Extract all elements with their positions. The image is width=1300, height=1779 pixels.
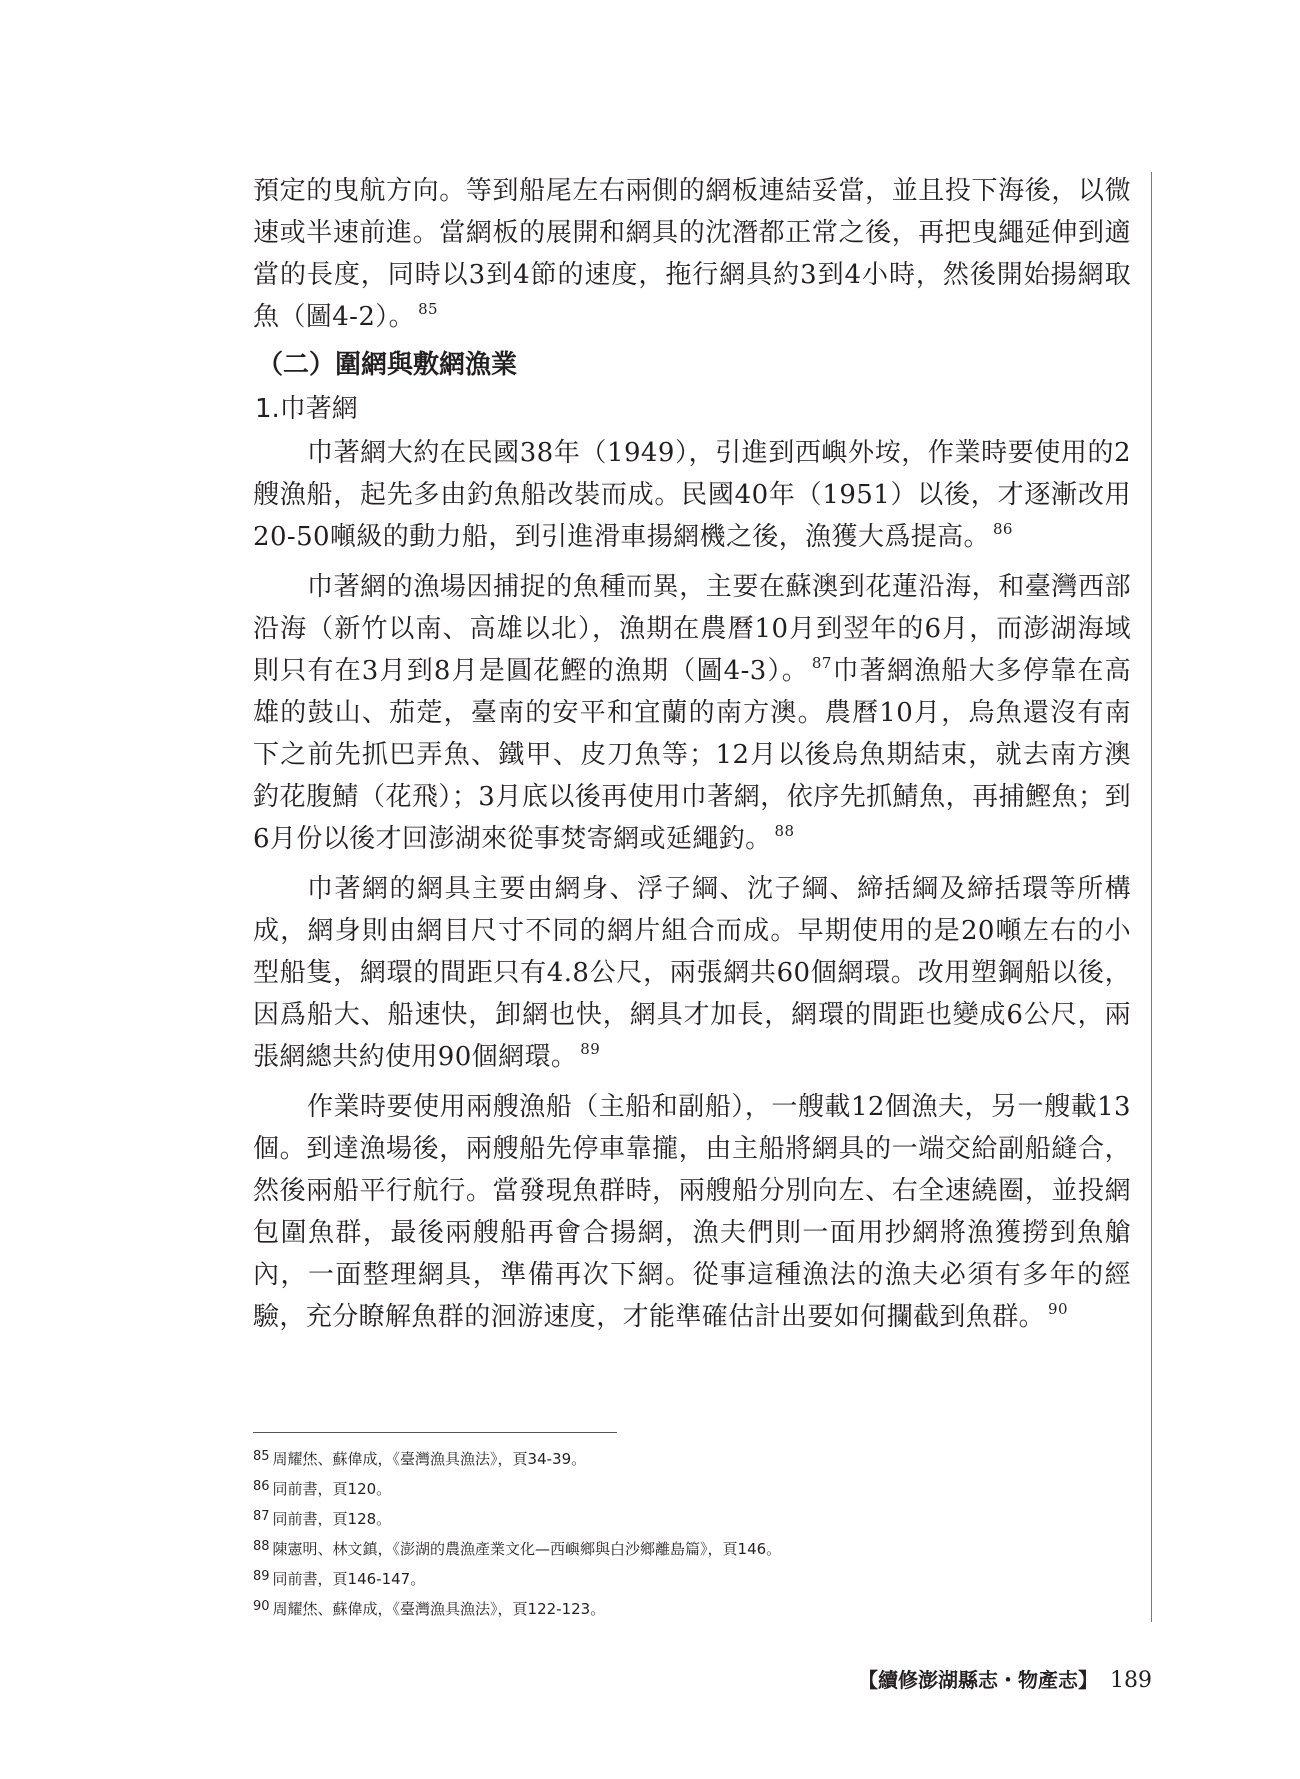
footnote-ref[interactable]: 88 [774, 822, 795, 840]
sub-heading: 1.巾著網 [255, 394, 358, 424]
footnote: 89 同前書，頁146-147。 [253, 1569, 426, 1588]
paragraph: 作業時要使用兩艘漁船（主船和副船），一艘載12個漁夫，另一艘載13個。到達漁場後，兩艘船先停車靠攏，由主船將網具的一端交給副船縫合，然後兩船平行航行。當發現魚群時，兩艘船分別向左、右全速繞圈，並投網包圍魚群，最後兩艘船再會合揚網，漁夫們則一面用抄網將漁獲撈到魚艙內，一面整理網具，準備再次下網。從事這種漁法的漁夫必須有多年的經驗，充分瞭解魚群的洄游速度，才能準確估計出要如何攔截到魚群。 $^{90}$ [253, 1092, 1131, 1332]
footnote-ref[interactable]: 90 [1048, 1300, 1068, 1318]
paragraph: 預定的曳航方向。等到船尾左右兩側的網板連結妥當，並且投下海後，以微速或半速前進。當網板的展開和網具的沈潛都正常之後，再把曳繩延伸到適當的長度，同時以3到4節的速度，拖行網具約3到4小時，然後開始揚網取魚（圖4-2）。 $^{85}$ [253, 176, 1131, 332]
footnote: 86 同前書，頁120。 [253, 1479, 392, 1498]
footnote: 90 周耀烋、蘇偉成，《臺灣漁具漁法》，頁122-123。 [253, 1599, 606, 1618]
footnote-ref[interactable]: 86 [992, 520, 1013, 538]
page-number: 189 [1110, 1668, 1152, 1693]
footnote-rule [253, 1432, 617, 1433]
margin-rule [1151, 172, 1152, 1622]
footnote-ref[interactable]: 89 [580, 1040, 601, 1058]
paragraph: 巾著網的網具主要由網身、浮子綱、沈子綱、締括綱及締括環等所構成，網身則由網目尺寸不同的網片組合而成。早期使用的是20噸左右的小型船隻，網環的間距只有4.8公尺，兩張網共60個網環。改用塑鋼船以後，因爲船大、船速快，卸網也快，網具才加長，網環的間距也變成6公尺，兩張網總共約使用90個網環。 $^{89}$ [253, 874, 1131, 1072]
footnote-ref[interactable]: 87 [811, 654, 832, 672]
section-heading: （二）圍網與敷網漁業 [257, 350, 518, 380]
footnote-ref[interactable]: 85 [418, 300, 438, 318]
paragraph: 巾著網大約在民國38年（1949），引進到西嶼外垵，作業時要使用的2艘漁船，起先多由釣魚船改裝而成。民國40年（1951）以後，才逐漸改用20-50噸級的動力船，到引進滑車揚網機之後，漁獲大爲提高。 $^{86}$ [253, 438, 1131, 552]
main-text [253, 170, 1131, 1338]
footnotes [253, 1443, 1133, 1623]
footnote: 85 周耀烋、蘇偉成，《臺灣漁具漁法》，頁34-39。 [253, 1449, 587, 1468]
running-header: 【續修澎湖縣志・物產志】 [858, 1668, 1098, 1692]
footnote: 88 陳憲明、林文鎮，《澎湖的農漁產業文化—西嶼鄉與白沙鄉離島篇》，頁146。 [253, 1539, 782, 1558]
paragraph: 巾著網的漁場因捕捉的魚種而異，主要在蘇澳到花蓮沿海，和臺灣西部沿海（新竹以南、高雄以北），漁期在農曆10月到翌年的6月，而澎湖海域則只有在3月到8月是圓花鰹的漁期（圖4-3）。 $^{87}$巾著網漁船大多停靠在高雄的鼓山、茄萣，臺南的安平和宜蘭的南方澳。農曆10月，烏魚還沒有南下之前先抓巴弄魚、鐵甲、皮刀魚等；12月以後烏魚期結束，就去南方澳釣花腹鯖（花飛）；3月底以後再使用巾著網，依序先抓鯖魚，再捕鰹魚；到6月份以後才回澎湖來從事焚寄網或延繩釣。 $^{88}$ [253, 572, 1131, 854]
footnote: 87 同前書，頁128。 [253, 1509, 392, 1528]
page-footer [858, 1665, 1152, 1696]
